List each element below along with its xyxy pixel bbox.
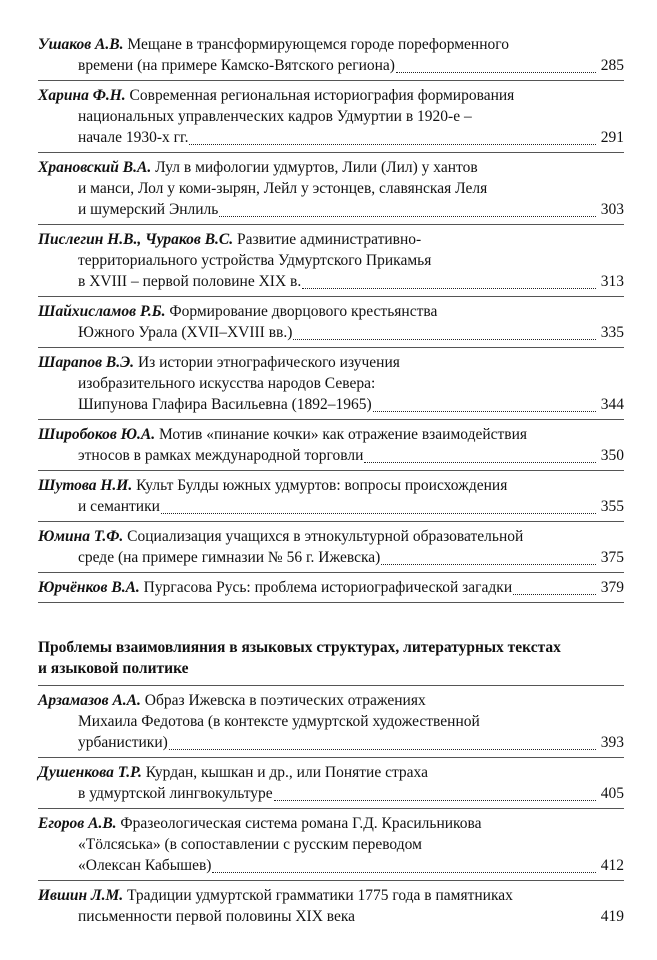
table-of-contents [38,30,624,931]
entry-title-text: Шипунова Глафира Васильевна (1892–1965) [78,396,372,413]
dot-leader [364,462,595,463]
entry-title-text: Социализация учащихся в этнокультурной образовательной [127,528,524,545]
entry-title-text: этносов в рамках международной торговли [78,447,364,464]
toc-entry [38,686,624,758]
toc-entry [38,348,624,420]
toc-entry-line [38,229,624,250]
toc-entry-line [38,885,624,906]
entry-title-text: в удмуртской лингвокультуре [78,785,273,802]
page-number: 335 [598,322,624,343]
page-number: 419 [598,906,624,927]
entry-author: Егоров А.В. [38,815,117,832]
entry-title-text: Современная региональная историография формирования [129,87,515,104]
entry-title-text: среде (на примере гимназии № 56 г. Ижевска) [78,549,381,566]
entry-title-text: урбанистики) [78,734,168,751]
page-number: 344 [598,394,624,415]
entry-author: Душенкова Т.Р. [38,764,142,781]
entry-author: Широбоков Ю.А. [38,426,156,443]
toc-entry-line [38,106,624,127]
section-heading [38,637,624,686]
dot-leader [293,339,595,340]
entry-author: Ившин Л.М. [38,887,124,904]
toc-entry [38,471,624,522]
entry-title-text: «Олексан Кабышев) [78,857,212,874]
page-number: 291 [598,127,624,148]
dot-leader [274,800,596,801]
toc-entry [38,420,624,471]
page-number: 313 [598,271,624,292]
toc-entry [38,522,624,573]
toc-entry [38,81,624,153]
entry-title-text: «Тöлсяська» (в сопоставлении с русским переводом [78,836,422,853]
toc-entry-line [38,271,624,292]
entry-title-text: начале 1930-х гг. [78,129,189,146]
page-number: 303 [598,199,624,220]
dot-leader [381,564,595,565]
page-number: 379 [598,577,624,598]
toc-entry-line [38,762,624,783]
entry-title-text: Традиции удмуртской грамматики 1775 года в памятниках [127,887,513,904]
toc-entry-line [38,783,624,804]
dot-leader [169,749,596,750]
entry-title-text: Фразеологическая система романа Г.Д. Красильникова [120,815,482,832]
dot-leader [513,594,596,595]
entry-title-text: и манси, Лол у коми-зырян, Лейл у эстонцев, славянская Леля [78,180,488,197]
entry-title-text: и шумерский Энлиль [78,201,219,218]
toc-entry-line [38,34,624,55]
toc-entry-list [38,686,624,931]
toc-entry-line [38,526,624,547]
entry-author: Шайхисламов Р.Б. [38,303,166,320]
entry-title-text: Из истории этнографического изучения [137,354,400,371]
page-number: 405 [598,783,624,804]
toc-entry [38,573,624,603]
entry-author: Храновский В.А. [38,159,152,176]
toc-entry-line [38,250,624,271]
dot-leader [161,513,596,514]
entry-author: Шарапов В.Э. [38,354,135,371]
toc-entry-line [38,577,624,598]
toc-entry-line [38,690,624,711]
toc-entry-line [38,55,624,76]
dot-leader [219,216,595,217]
entry-title-text: Развитие административно- [237,231,422,248]
toc-entry-line [38,834,624,855]
section-heading-line: Проблемы взаимовлияния в языковых структурах, литературных текстах [38,639,561,656]
entry-author: Шутова Н.И. [38,477,133,494]
entry-title-text: территориального устройства Удмуртского Прикамья [78,252,432,269]
entry-title-text: Мещане в трансформирующемся городе пореформенного [127,36,509,53]
toc-entry-line [38,394,624,415]
toc-entry [38,297,624,348]
toc-entry-line [38,445,624,466]
toc-entry-line [38,373,624,394]
toc-entry-line [38,732,624,753]
toc-entry-line [38,906,624,927]
toc-entry-line [38,127,624,148]
toc-entry-line [38,424,624,445]
toc-entry [38,809,624,881]
toc-entry [38,881,624,931]
entry-title-text: Мотив «пинание кочки» как отражение взаимодействия [159,426,528,443]
toc-entry-line [38,547,624,568]
dot-leader [396,72,596,73]
dot-leader [212,872,595,873]
entry-author: Харина Ф.Н. [38,87,126,104]
entry-title-text: Образ Ижевска в поэтических отражениях [144,692,426,709]
entry-author: Ушаков А.В. [38,36,124,53]
dot-leader [302,288,596,289]
entry-title-text: и семантики [78,498,160,515]
page-number: 393 [598,732,624,753]
toc-entry [38,153,624,225]
entry-title-text: Лул в мифологии удмуртов, Лили (Лил) у хантов [155,159,478,176]
toc-entry-line [38,711,624,732]
section-heading-line: и языковой политике [38,660,189,677]
page-number: 412 [598,855,624,876]
entry-title-text: Михаила Федотова (в контексте удмуртской художественной [78,713,480,730]
toc-entry-line [38,85,624,106]
toc-entry-line [38,475,624,496]
entry-title-text: национальных управленческих кадров Удмуртии в 1920-е – [78,108,472,125]
dot-leader [373,411,596,412]
page-number: 355 [598,496,624,517]
entry-title-text: Формирование дворцового крестьянства [169,303,438,320]
toc-entry-list [38,30,624,603]
toc-entry [38,225,624,297]
entry-author: Юрчёнков В.А. [38,579,140,596]
toc-entry [38,758,624,809]
page-number: 285 [598,55,624,76]
toc-entry-line [38,301,624,322]
entry-title-text: Культ Булды южных удмуртов: вопросы происхождения [136,477,508,494]
entry-author: Юмина Т.Ф. [38,528,124,545]
entry-title-text: в XVIII – первой половине XIX в. [78,273,302,290]
toc-entry-line [38,813,624,834]
toc-entry-line [38,199,624,220]
toc-entry-line [38,496,624,517]
entry-author: Арзамазов А.А. [38,692,141,709]
page-number: 350 [598,445,624,466]
toc-entry [38,30,624,81]
toc-entry-line [38,352,624,373]
entry-author: Пислегин Н.В., Чураков В.С. [38,231,234,248]
dot-leader [189,144,595,145]
entry-title-text: времени (на примере Камско-Вятского региона) [78,57,395,74]
entry-title-text: Курдан, кышкан и др., или Понятие страха [145,764,428,781]
toc-entry-line [38,855,624,876]
entry-title-text: изобразительного искусства народов Севера: [78,375,376,392]
toc-entry-line [38,157,624,178]
toc-entry-line [38,178,624,199]
page-number: 375 [598,547,624,568]
entry-title-text: Пургасова Русь: проблема историографической загадки [143,579,513,596]
toc-entry-line [38,322,624,343]
entry-title-text: Южного Урала (XVII–XVIII вв.) [78,324,293,341]
entry-title-text: письменности первой половины XIX века [78,908,356,925]
